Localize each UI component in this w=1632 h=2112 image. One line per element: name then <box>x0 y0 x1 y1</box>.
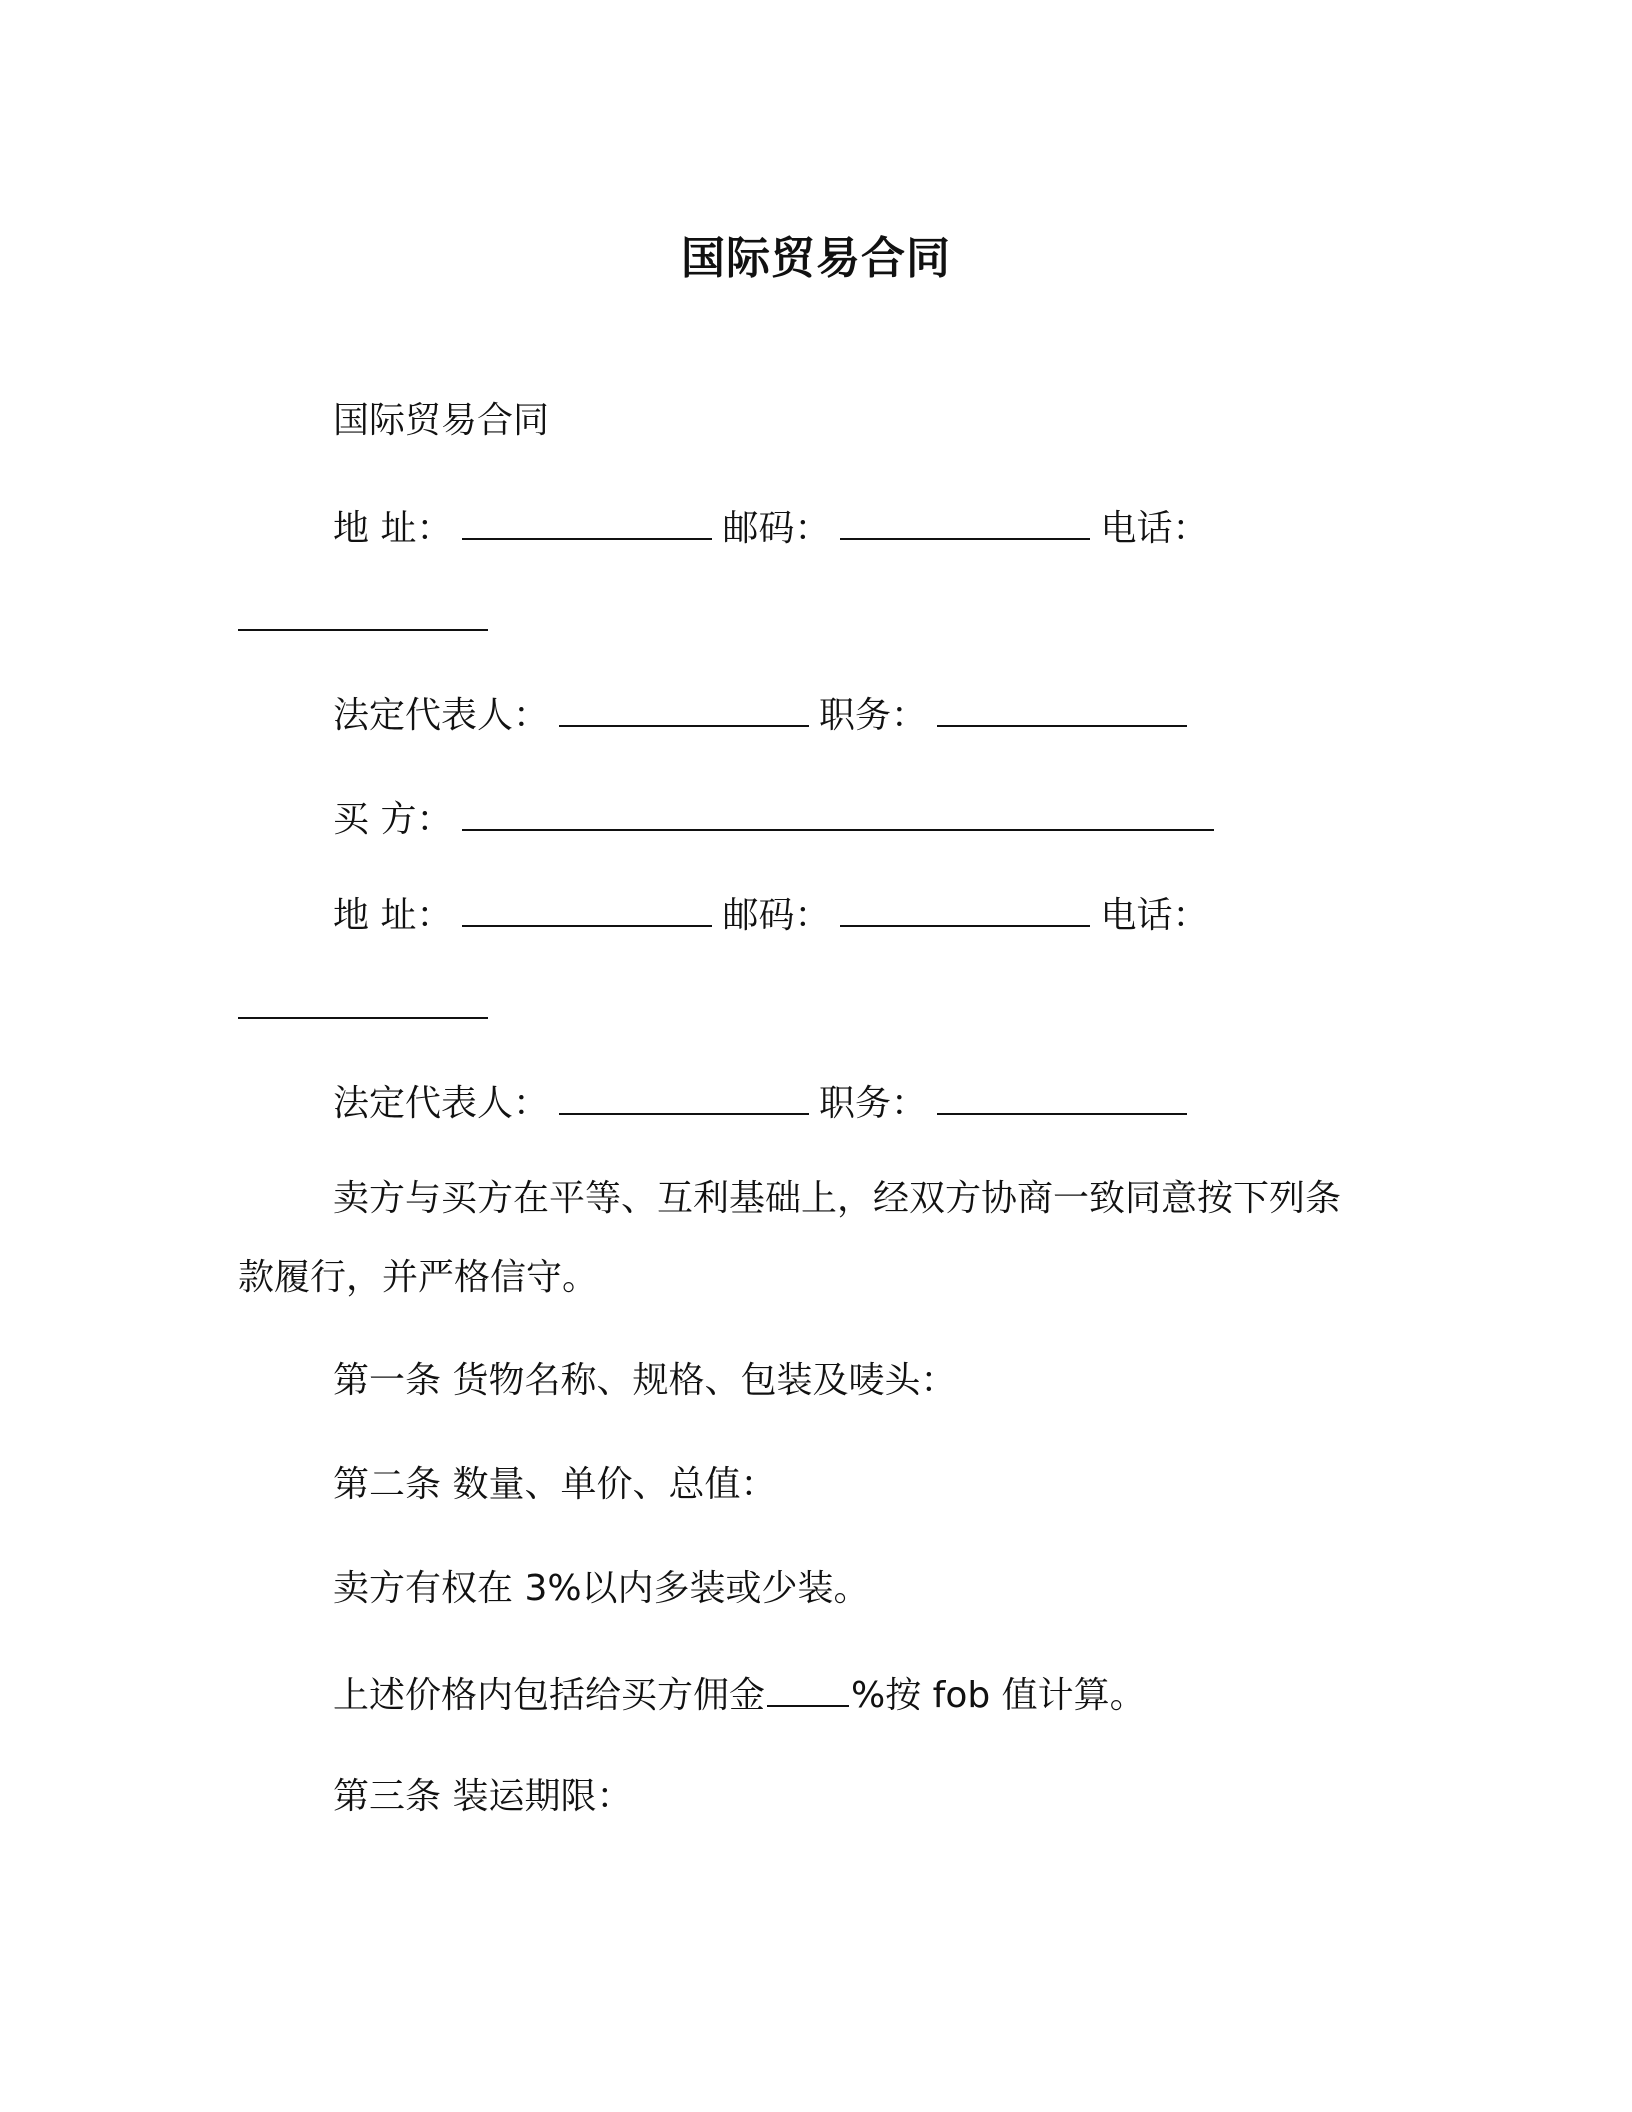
commission-clause <box>333 1671 1146 1718</box>
seller-address-field[interactable] <box>462 504 712 540</box>
seller-rep-label: 法定代表人： <box>333 695 550 736</box>
buyer-rep-label: 法定代表人： <box>333 1083 550 1124</box>
buyer-name-field[interactable] <box>462 795 1214 831</box>
buyer-phone-field[interactable] <box>238 983 488 1019</box>
article-2-heading: 第二条 数量、单价、总值： <box>333 1464 777 1505</box>
seller-postcode-field[interactable] <box>840 504 1090 540</box>
seller-address-label: 地 址： <box>333 508 453 549</box>
buyer-postcode-label: 邮码： <box>722 895 831 936</box>
article-1-heading: 第一条 货物名称、规格、包装及唛头： <box>333 1360 957 1401</box>
buyer-phone-label: 电话： <box>1100 895 1209 936</box>
buyer-postcode-field[interactable] <box>840 891 1090 927</box>
seller-address-line <box>333 504 1208 551</box>
buyer-rep-line <box>333 1079 1197 1126</box>
tolerance-clause: 卖方有权在 3%以内多装或少装。 <box>333 1568 870 1609</box>
buyer-address-line <box>333 891 1208 938</box>
buyer-position-label: 职务： <box>819 1083 928 1124</box>
seller-phone-field[interactable] <box>238 595 488 631</box>
buyer-rep-field[interactable] <box>559 1079 809 1115</box>
seller-phone-line <box>238 595 498 642</box>
seller-rep-line <box>333 691 1197 738</box>
commission-text-before: 上述价格内包括给买方佣金 <box>333 1675 766 1716</box>
commission-percent-field[interactable] <box>767 1671 849 1707</box>
preamble-line-1: 卖方与买方在平等、互利基础上，经双方协商一致同意按下列条 <box>333 1178 1342 1219</box>
commission-text-after: %按 fob 值计算。 <box>851 1675 1146 1716</box>
buyer-label: 买 方： <box>333 799 453 840</box>
buyer-address-field[interactable] <box>462 891 712 927</box>
buyer-address-label: 地 址： <box>333 895 453 936</box>
seller-postcode-label: 邮码： <box>722 508 831 549</box>
document-subtitle: 国际贸易合同 <box>333 400 550 441</box>
seller-position-label: 职务： <box>819 695 928 736</box>
seller-rep-field[interactable] <box>559 691 809 727</box>
seller-phone-label: 电话： <box>1100 508 1209 549</box>
buyer-phone-line <box>238 983 498 1030</box>
article-3-heading: 第三条 装运期限： <box>333 1776 633 1817</box>
buyer-line <box>333 795 1224 842</box>
preamble-line-2: 款履行，并严格信守。 <box>238 1257 599 1298</box>
seller-position-field[interactable] <box>937 691 1187 727</box>
buyer-position-field[interactable] <box>937 1079 1187 1115</box>
document-title: 国际贸易合同 <box>681 233 951 284</box>
